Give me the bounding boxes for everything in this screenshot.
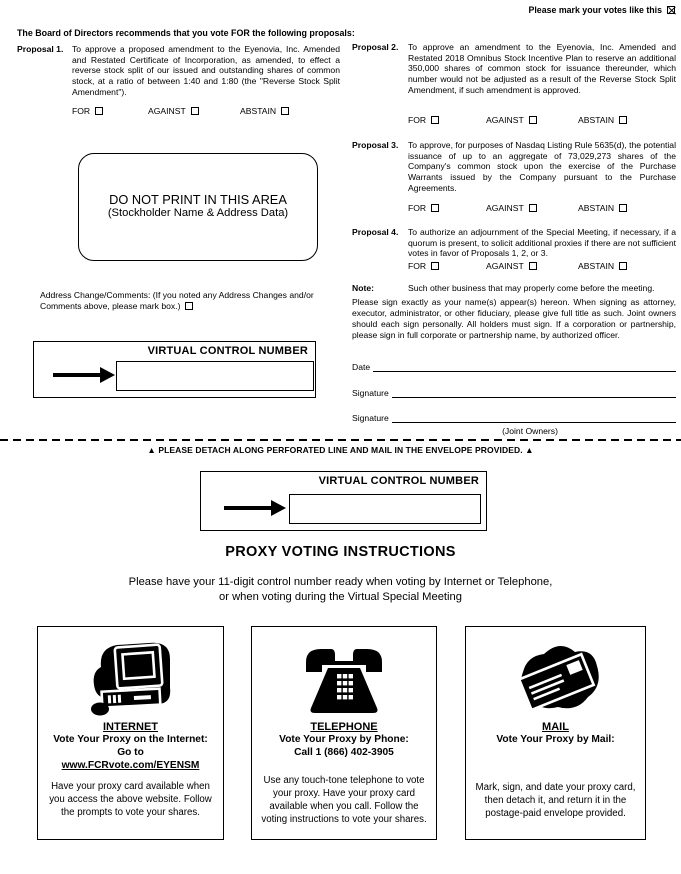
mail-body: Mark, sign, and date your proxy card, then detach it, and return it in the postage-paid envelope provided. — [475, 782, 636, 819]
proposal-1-abstain-checkbox[interactable] — [281, 107, 289, 115]
telephone-heading: TELEPHONE — [310, 721, 378, 733]
do-not-print-area-box — [78, 153, 318, 261]
for-label: FOR — [408, 261, 427, 271]
address-change-checkbox[interactable] — [185, 302, 193, 310]
for-label: FOR — [408, 115, 427, 125]
computer-icon — [38, 637, 223, 721]
date-label: Date — [352, 362, 371, 372]
proposal-2-abstain-checkbox[interactable] — [619, 116, 627, 124]
proxy-voting-instructions-title: PROXY VOTING INSTRUCTIONS — [225, 544, 456, 560]
instructions-subtitle-line2: or when voting during the Virtual Special Meeting — [219, 591, 462, 603]
control-number-input[interactable] — [116, 361, 314, 391]
internet-body: Have your proxy card available when you access the above website. Follow the prompts to vote your shares. — [49, 781, 212, 818]
telephone-body: Use any touch-tone telephone to vote your proxy. Have your proxy card available when you call. Follow the voting instructions to vote your shares. — [261, 775, 427, 825]
internet-method-box — [37, 626, 224, 840]
control-number-input[interactable] — [289, 494, 481, 524]
telephone-subheading: Vote Your Proxy by Phone: — [279, 734, 409, 745]
proposal-3-against-checkbox[interactable] — [529, 204, 537, 212]
against-label: AGAINST — [486, 115, 524, 125]
proposal-4-text: To authorize an adjournment of the Special Meeting, if necessary, if a quorum is present, to solicit additional proxies if there are not sufficient votes in favor of Proposals 1, 2, or 3. — [408, 227, 676, 259]
proposal-4-against-checkbox[interactable] — [529, 262, 537, 270]
against-label: AGAINST — [148, 106, 186, 116]
proposal-1-label: Proposal 1. — [17, 44, 64, 54]
date-row — [352, 362, 676, 372]
signature-line-1[interactable] — [392, 388, 676, 398]
proposal-2-label: Proposal 2. — [352, 42, 399, 52]
board-recommendation: The Board of Directors recommends that you vote FOR the following proposals: — [17, 28, 355, 38]
arrow-right-icon — [224, 500, 286, 516]
proposal-2-against-checkbox[interactable] — [529, 116, 537, 124]
telephone-method-box — [251, 626, 437, 840]
proposal-3-vote-row — [408, 203, 676, 215]
abstain-label: ABSTAIN — [240, 106, 277, 116]
virtual-control-number-box-stub — [200, 471, 487, 531]
signature-label: Signature — [352, 388, 389, 398]
proposal-2-text: To approve an amendment to the Eyenovia, Inc. Amended and Restated 2018 Omnibus Stock Incentive Plan to reserve an additional 350,000 shares of common stock for issuance thereunder, which number would not be adjusted as a result of the Reverse Stock Split Amendment, if such amendment is approved. — [408, 42, 676, 95]
mark-votes-note — [529, 5, 676, 15]
internet-subheading: Vote Your Proxy on the Internet: — [53, 734, 208, 745]
internet-heading: INTERNET — [103, 721, 158, 733]
against-label: AGAINST — [486, 261, 524, 271]
for-label: FOR — [408, 203, 427, 213]
mail-icon — [466, 639, 645, 721]
do-not-print-line1: DO NOT PRINT IN THIS AREA — [109, 192, 287, 207]
telephone-icon — [252, 639, 436, 721]
signature-row-1 — [352, 388, 676, 398]
for-label: FOR — [72, 106, 91, 116]
virtual-control-number-title: VIRTUAL CONTROL NUMBER — [147, 345, 308, 357]
date-line[interactable] — [373, 362, 676, 372]
abstain-label: ABSTAIN — [578, 261, 615, 271]
mail-subheading: Vote Your Proxy by Mail: — [496, 734, 615, 745]
internet-go-to: Go to — [117, 747, 144, 758]
signing-instructions: Please sign exactly as your name(s) appear(s) hereon. When signing as attorney, executor, administrator, or other fiduciary, please give full title as such. Joint owners should each sign personally. All holders must sign. If a corporation or partnership, please sign in full corporate or partnership name, by authorized officer. — [352, 297, 676, 340]
telephone-number: Call 1 (866) 402-3905 — [294, 747, 394, 758]
internet-vote-link[interactable]: www.FCRvote.com/EYENSM — [61, 760, 200, 771]
proposal-3-abstain-checkbox[interactable] — [619, 204, 627, 212]
example-checked-checkbox — [667, 6, 675, 14]
proposal-4-vote-row — [408, 261, 676, 273]
proposal-4-for-checkbox[interactable] — [431, 262, 439, 270]
virtual-control-number-box-card — [33, 341, 316, 398]
mail-heading: MAIL — [542, 721, 569, 733]
proposal-3-text: To approve, for purposes of Nasdaq Listing Rule 5635(d), the potential issuance of up to an aggregate of 73,029,273 shares of the Company's common stock upon the exercise of the Purchase Warrants issued by the Company pursuant to the Purchase Agreements. — [408, 140, 676, 193]
proposal-4-label: Proposal 4. — [352, 227, 399, 237]
against-label: AGAINST — [486, 203, 524, 213]
signature-row-2 — [352, 413, 676, 423]
proposal-2-for-checkbox[interactable] — [431, 116, 439, 124]
proposal-4-abstain-checkbox[interactable] — [619, 262, 627, 270]
arrow-right-icon — [53, 367, 115, 383]
virtual-control-number-title: VIRTUAL CONTROL NUMBER — [318, 475, 479, 487]
proposal-1-text: To approve a proposed amendment to the Eyenovia, Inc. Amended and Restated Certificate of Incorporation, as amended, to effect a reverse stock split of our issued and outstanding shares of common stock, at a ratio of between 1:40 and 1:80 (the "Reverse Stock Split Amendment"). — [72, 44, 340, 97]
proposal-3-for-checkbox[interactable] — [431, 204, 439, 212]
proposal-1-against-checkbox[interactable] — [191, 107, 199, 115]
perforated-line — [0, 439, 681, 441]
address-change-note — [40, 290, 340, 312]
mark-votes-label: Please mark your votes like this — [528, 5, 662, 15]
do-not-print-line2: (Stockholder Name & Address Data) — [107, 207, 289, 219]
detach-instruction: ▲ PLEASE DETACH ALONG PERFORATED LINE AND MAIL IN THE ENVELOPE PROVIDED. ▲ — [147, 445, 534, 455]
address-change-label: Address Change/Comments: (If you noted any Address Changes and/or Comments above, please mark box.) — [40, 290, 314, 311]
abstain-label: ABSTAIN — [578, 203, 615, 213]
proposal-1-vote-row — [72, 106, 340, 118]
mail-method-box — [465, 626, 646, 840]
proposal-3-label: Proposal 3. — [352, 140, 399, 150]
proposal-1-for-checkbox[interactable] — [95, 107, 103, 115]
abstain-label: ABSTAIN — [578, 115, 615, 125]
signature-line-2[interactable] — [392, 413, 676, 423]
proposal-2-vote-row — [408, 115, 676, 127]
signature-label: Signature — [352, 413, 389, 423]
instructions-subtitle-line1: Please have your 11-digit control number ready when voting by Internet or Telephone, — [128, 576, 553, 588]
joint-owners-label: (Joint Owners) — [502, 426, 558, 436]
note-label: Note: — [352, 283, 374, 293]
note-text: Such other business that may properly come before the meeting. — [408, 283, 655, 293]
